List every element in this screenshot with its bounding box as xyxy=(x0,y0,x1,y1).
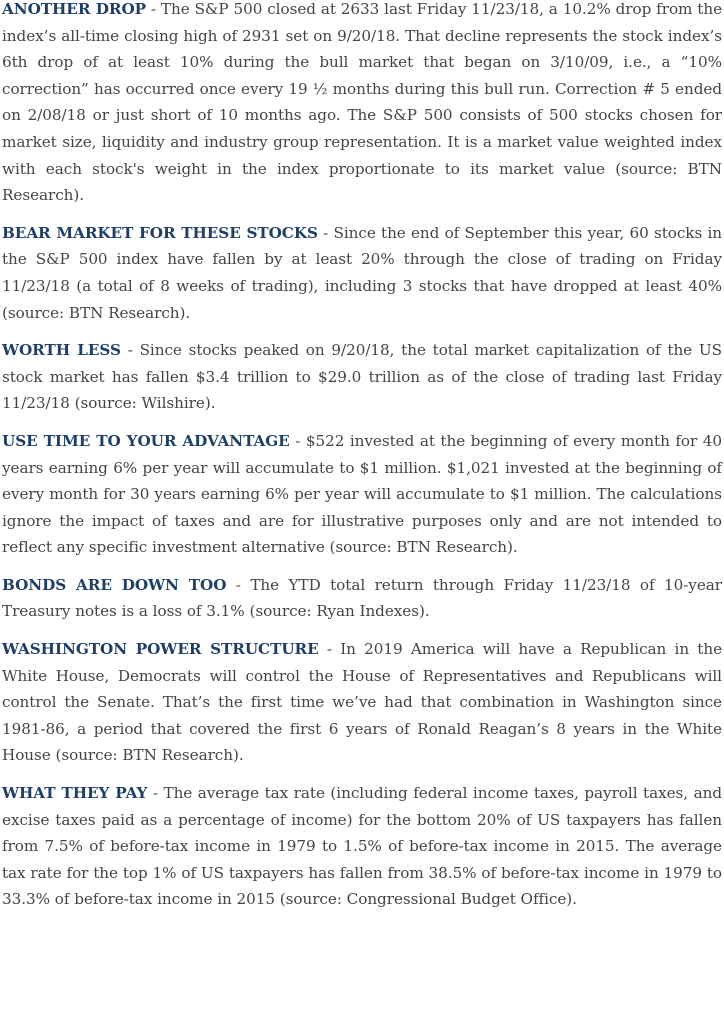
item-body: The average tax rate (including federal income taxes, payroll taxes, and excise taxes paid as a percentage of income) for the bottom 20% of US taxpayers has fallen from 7.5% of before-tax income in 1979 to 1.5% of before-tax income in 2015. The average tax rate for the top 1% of US taxpayers has fallen from 38.5% of before-tax income in 1979 to 33.3% of before-tax income in 2015 (source: Congressional Budget Office). xyxy=(2,784,722,909)
heading-separator: - xyxy=(317,223,334,242)
item-body: Since the end of September this year, 60 stocks in the S&P 500 index have fallen by at least 20% through the close of trading on Friday 11/23/18 (a total of 8 weeks of trading), including 3 stocks that have dropped at least 40% (source: BTN Research). xyxy=(2,223,722,322)
news-item-bear-market xyxy=(2,220,722,326)
heading-separator: - xyxy=(289,431,306,450)
item-heading: BONDS ARE DOWN TOO xyxy=(2,575,227,594)
item-heading: WASHINGTON POWER STRUCTURE xyxy=(2,640,319,659)
item-heading: ANOTHER DROP xyxy=(2,0,147,18)
item-body: In 2019 America will have a Republican in the White House, Democrats will control the House of Representatives and Republicans will control the Senate. That’s the first time we’ve had that combination in Washington since 1981-86, a period that covered the first 6 years of Ronald Reagan’s 8 years in the White House (source: BTN Research). xyxy=(2,640,723,765)
heading-separator: - xyxy=(120,341,140,360)
heading-separator: - xyxy=(147,784,164,803)
item-body: Since stocks peaked on 9/20/18, the total market capitalization of the US stock market has fallen $3.4 trillion to $29.0 trillion as of the close of trading last Friday 11/23/18 (source: Wilshire). xyxy=(2,341,722,413)
news-item-washington-power xyxy=(2,636,722,769)
item-heading: USE TIME TO YOUR ADVANTAGE xyxy=(2,431,290,450)
heading-separator: - xyxy=(318,640,341,659)
item-body: The YTD total return through Friday 11/23/18 of 10-year Treasury notes is a loss of 3.1% (source: Ryan Indexes). xyxy=(2,575,722,621)
item-body: The S&P 500 closed at 2633 last Friday 11/23/18, a 10.2% drop from the index’s all-time closing high of 2931 set on 9/20/18. That decline represents the stock index’s 6th drop of at least 10% during the bull market that began on 3/10/09, i.e., a “10% correction” has occurred once every 19 ½ months during this bull run. Correction # 5 ended on 2/08/18 or just short of 10 months ago. The S&P 500 consists of 500 stocks chosen for market size, liquidity and industry group representation. It is a market value weighted index with each stock's weight in the index proportionate to its market value (source: BTN Research). xyxy=(2,0,723,205)
news-item-what-they-pay xyxy=(2,780,722,913)
item-heading: WHAT THEY PAY xyxy=(2,784,148,803)
heading-separator: - xyxy=(146,0,161,18)
item-heading: BEAR MARKET FOR THESE STOCKS xyxy=(2,223,318,242)
news-item-another-drop xyxy=(2,0,722,209)
item-body: $522 invested at the beginning of every month for 40 years earning 6% per year will accumulate to $1 million. $1,021 invested at the beginning of every month for 30 years earning 6% per year will accumulate to $1 million. The calculations ignore the impact of taxes and are for illustrative purposes only and are not intended to reflect any specific investment alternative (source: BTN Research). xyxy=(2,431,722,557)
heading-separator: - xyxy=(226,575,251,594)
news-item-bonds-down xyxy=(2,572,722,625)
news-item-use-time xyxy=(2,428,722,561)
news-item-worth-less xyxy=(2,337,722,417)
item-heading: WORTH LESS xyxy=(2,341,121,360)
